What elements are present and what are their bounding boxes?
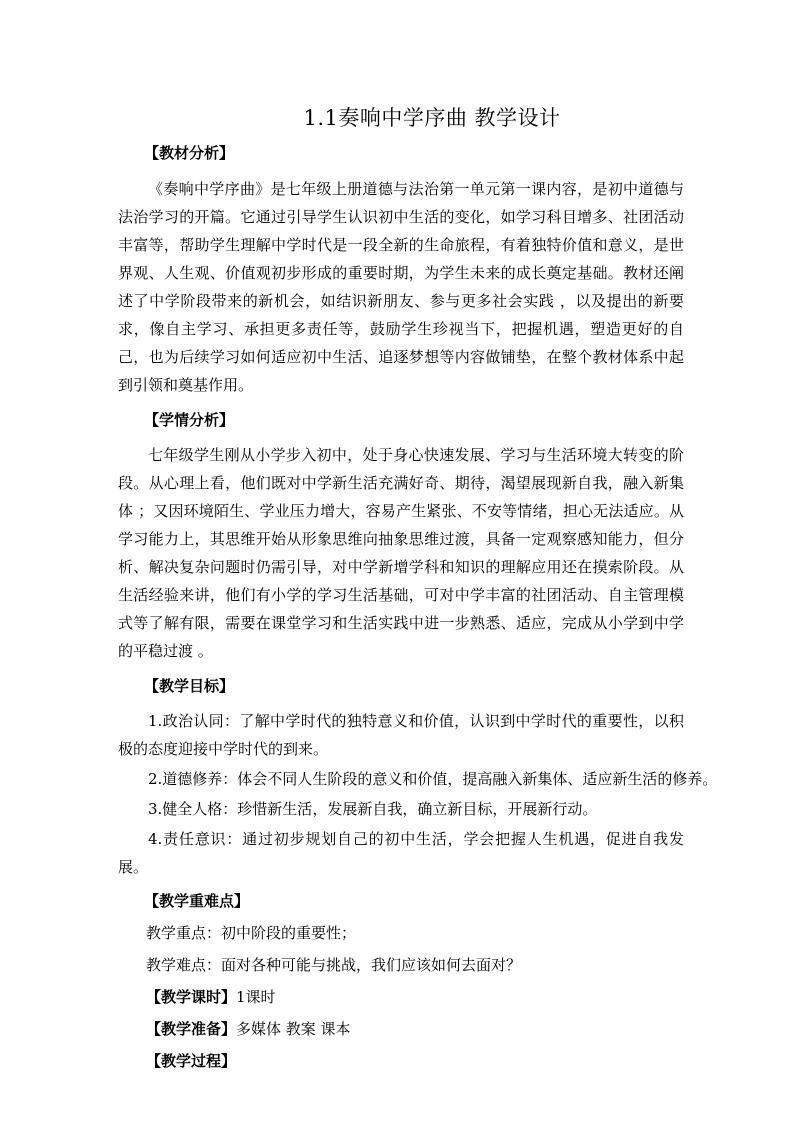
paragraph-textbook-analysis: 《奏响中学序曲》是七年级上册道德与法治第一单元第一课内容，是初中道德与法治学习的开篇。它通过引导学生认识初中生活的变化，如学习科目增多、社团活动丰富等，帮助学生理解中学时代是一段全新的生命旅程，有着独特价值和意义，是世界观、人生观、价值观初步形成的重要时期，为学生未来的成长奠定基础。教材还阐述了中学阶段带来的新机会，如结识新朋友、参与更多社会实践 ，以及提出的新要求，像自主学习、承担更多责任等，鼓励学生珍视当下，把握机遇，塑造更好的自己，也为后续学习如何适应初中生活、追逐梦想等内容做铺垫，在整个教材体系中起到引领和奠基作用。 [118, 180, 684, 394]
key-point-text: 教学重点：初中阶段的重要性； [146, 924, 357, 942]
section-heading-class-hours: 【教学课时】 [146, 988, 237, 1006]
preparation-value: 多媒体 教案 课本 [236, 1020, 351, 1038]
document-title: 1.1奏响中学序曲 教学设计 [303, 106, 561, 130]
paragraph-student-analysis: 七年级学生刚从小学步入初中，处于身心快速发展、学习与生活环境大转变的阶段。从心理上看，他们既对中学新生活充满好奇、期待，渴望展现新自我，融入新集体 ；又因环境陌生、学业压力增大，容易产生紧张、不安等情绪，担心无法适应。从学习能力上，其思维开始从形象思维向抽象思维过渡，具备一定观察感知能力，但分析、解决复杂问题时仍需引导，对中学新增学科和知识的理解应用还在摸索阶段。从生活经验来讲，他们有小学的学习生活基础，可对中学丰富的社团活动、自主管理模式等了解有限，需要在课堂学习和生活实践中进一步熟悉、适应，完成从小学到中学的平稳过渡 。 [118, 446, 684, 660]
class-hours-value: 1课时 [236, 988, 276, 1006]
objective-item-1: 1.政治认同：了解中学时代的独特意义和价值，认识到中学时代的重要性，以积极的态度迎接中学时代的到来。 [118, 712, 684, 758]
section-heading-student-analysis: 【学情分析】 [144, 411, 235, 429]
objective-item-4: 4.责任意识：通过初步规划自己的初中生活，学会把握人生机遇，促进自我发展。 [118, 830, 684, 876]
section-heading-process: 【教学过程】 [146, 1052, 237, 1070]
objective-item-3: 3.健全人格：珍惜新生活，发展新自我，确立新目标，开展新行动。 [148, 800, 598, 818]
section-heading-objectives: 【教学目标】 [144, 677, 235, 695]
objective-item-2: 2.道德修养：体会不同人生阶段的意义和价值，提高融入新集体、适应新生活的修养。 [148, 770, 718, 788]
preparation-line [146, 1019, 682, 1039]
difficulty-point-text: 教学难点：面对各种可能与挑战，我们应该如何去面对？ [146, 956, 522, 974]
section-heading-key-points: 【教学重难点】 [144, 892, 250, 910]
section-heading-preparation: 【教学准备】 [146, 1020, 237, 1038]
class-hours-line [146, 987, 682, 1007]
section-heading-textbook-analysis: 【教材分析】 [144, 144, 235, 162]
document-body [118, 143, 718, 1071]
